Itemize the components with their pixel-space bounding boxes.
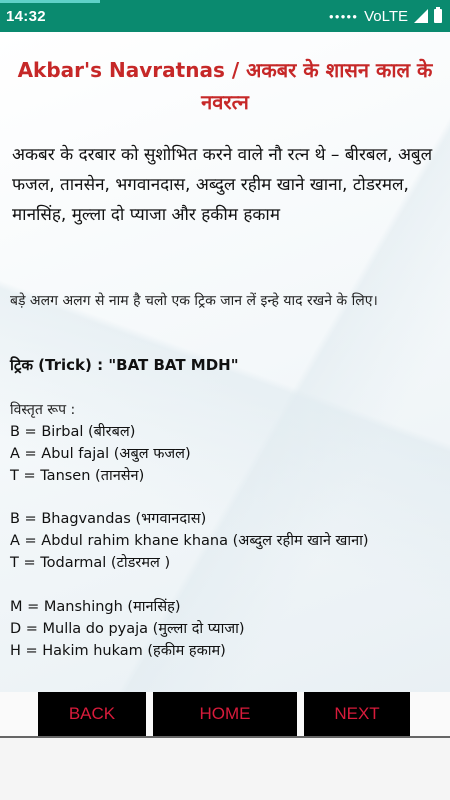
signal-icon — [414, 9, 428, 23]
mnemonic-row: B = Bhagvandas (भगवानदास) — [10, 511, 207, 527]
mnemonic-row: A = Abul fajal (अबुल फजल) — [10, 446, 191, 462]
mnemonic-group-1 — [10, 421, 440, 487]
network-label: VoLTE — [364, 7, 408, 25]
mnemonic-group-2 — [10, 508, 440, 574]
trick-text: ट्रिक (Trick) : "BAT BAT MDH" — [10, 356, 239, 374]
mnemonic-row: D = Mulla do pyaja (मुल्ला दो प्याजा) — [10, 621, 245, 637]
content-area[interactable] — [0, 32, 450, 692]
detail-heading: विस्तृत रूप : — [10, 402, 76, 418]
status-right — [329, 8, 442, 25]
mnemonic-row: H = Hakim hukam (हकीम हकाम) — [10, 643, 226, 659]
home-button[interactable]: HOME — [153, 692, 297, 736]
signal-dots-icon: ●●●●● — [328, 11, 359, 21]
mnemonic-row: T = Todarmal (टोडरमल ) — [10, 555, 171, 571]
bottom-nav — [0, 692, 450, 736]
note-text: बड़े अलग अलग से नाम है चलो एक ट्रिक जान लें इन्हे याद रखने के लिए। — [10, 293, 378, 309]
status-indicator — [0, 0, 100, 3]
page-title: Akbar's Navratnas / अकबर के शासन काल के नवरत्न — [17, 58, 433, 114]
back-button[interactable]: BACK — [38, 692, 146, 736]
intro-text: अकबर के दरबार को सुशोभित करने वाले नौ रत्न थे – बीरबल, अबुल फजल, तानसेन, भगवानदास, अब्दुल रहीम खाने खाना, टोडरमल, मानसिंह, मुल्ला दो प्याजा और हकीम हकाम — [12, 145, 433, 225]
mnemonic-row: M = Manshingh (मानसिंह) — [10, 599, 181, 615]
mnemonic-row: T = Tansen (तानसेन) — [10, 468, 145, 484]
status-time: 14:32 — [6, 7, 46, 25]
battery-icon — [434, 9, 442, 23]
status-bar — [0, 0, 450, 32]
next-button[interactable]: NEXT — [304, 692, 410, 736]
bottom-blank-area — [0, 738, 450, 800]
mnemonic-group-3 — [10, 596, 440, 662]
mnemonic-row: B = Birbal (बीरबल) — [10, 424, 136, 440]
mnemonic-row: A = Abdul rahim khane khana (अब्दुल रहीम खाने खाना) — [10, 533, 369, 549]
